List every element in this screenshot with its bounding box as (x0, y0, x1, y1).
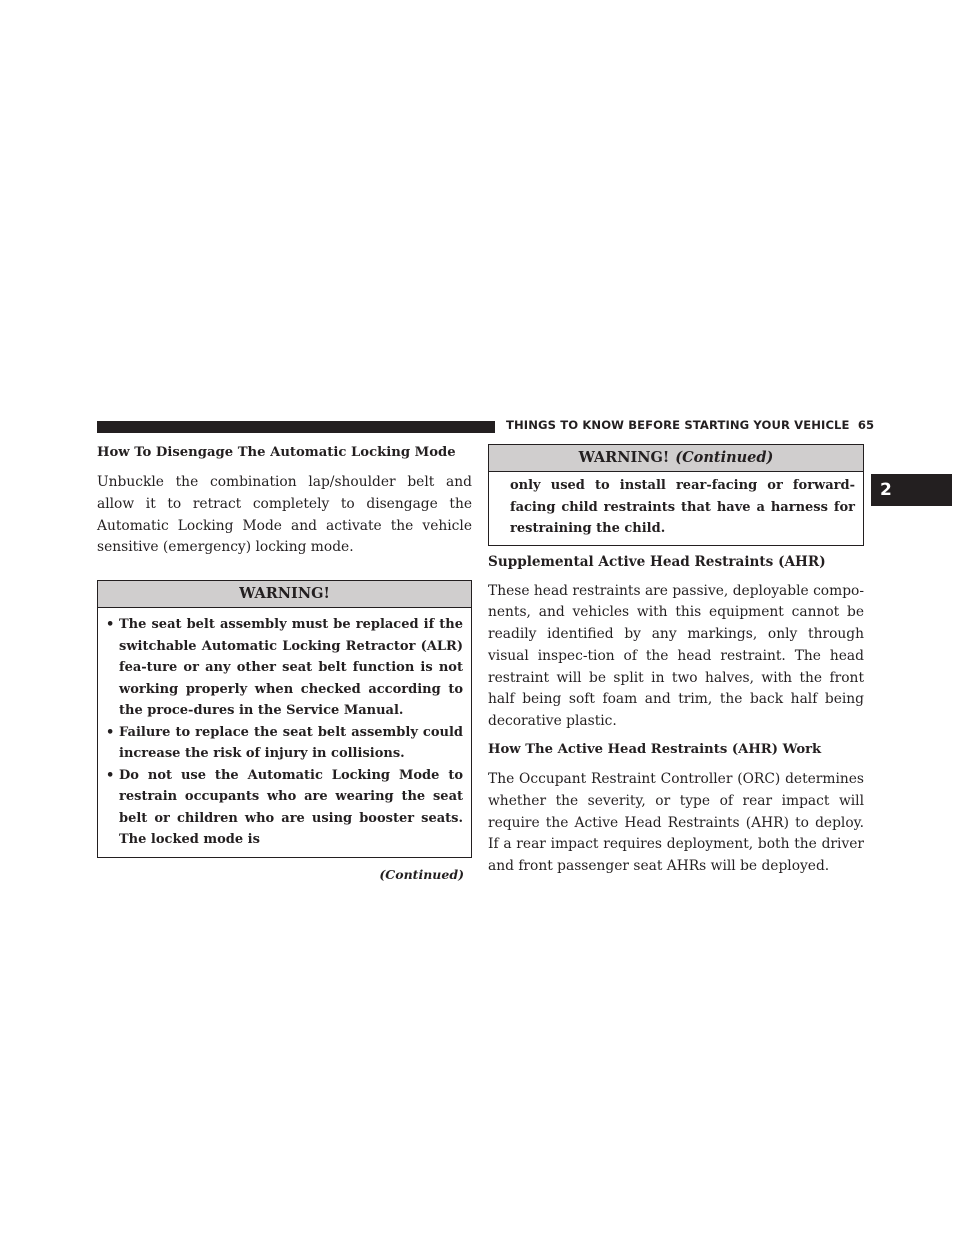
chapter-tab: 2 (871, 474, 952, 506)
paragraph-ahr: These head restraints are passive, deployable compo-nents, and vehicles with this equipment cannot be readily identified by any markings, only through visual inspec-tion of the head restraint. The head restraint will be split in two halves, with the front half being soft foam and trim, the back half being decorative plastic. (488, 582, 864, 730)
heading-ahr-work: How The Active Head Restraints (AHR) Work (488, 742, 822, 758)
section-title: THINGS TO KNOW BEFORE STARTING YOUR VEHICLE (506, 418, 850, 432)
header-rule (97, 421, 495, 433)
warning-body (98, 608, 471, 857)
warning-bullet: • Failure to replace the seat belt assembly could increase the risk of injury in collisions. (106, 724, 463, 762)
warning-bullet: • Do not use the Automatic Locking Mode to restrain occupants who are wearing the seat belt or children who are using booster seats. The locked mode is (106, 767, 463, 848)
running-header (506, 418, 874, 432)
right-column (488, 443, 864, 878)
warning-box-continued (488, 444, 864, 546)
continued-label: (Continued) (379, 866, 464, 882)
left-column (97, 443, 472, 882)
paragraph-disengage-alr: Unbuckle the combination lap/shoulder belt and allow it to retract completely to disengage the Automatic Locking Mode and activate the vehicle sensitive (emergency) locking mode. (97, 474, 472, 556)
warning-title-continued: WARNING! (Continued) (489, 445, 863, 472)
warning-body-continued: only used to install rear-facing or forward-facing child restraints that have a harness for restraining the child. (510, 478, 855, 536)
paragraph-ahr-work: The Occupant Restraint Controller (ORC) determines whether the severity, or type of rear impact will require the Active Head Restraints (AHR) to deploy. If a rear impact requires deployment, both the driver and front passenger seat AHRs will be deployed. (488, 771, 864, 875)
warning-box (97, 580, 472, 858)
page-number: 65 (857, 418, 875, 432)
warning-bullet: • The seat belt assembly must be replaced if the switchable Automatic Locking Retractor (ALR) fea-ture or any other seat belt function is not working properly when checked according to the proce-dures in the Service Manual. (106, 617, 463, 719)
heading-disengage-alr: How To Disengage The Automatic Locking Mode (97, 445, 456, 460)
warning-title: WARNING! (98, 581, 471, 608)
warning-continued-label: (Continued) (675, 449, 774, 466)
heading-ahr: Supplemental Active Head Restraints (AHR) (488, 553, 826, 570)
